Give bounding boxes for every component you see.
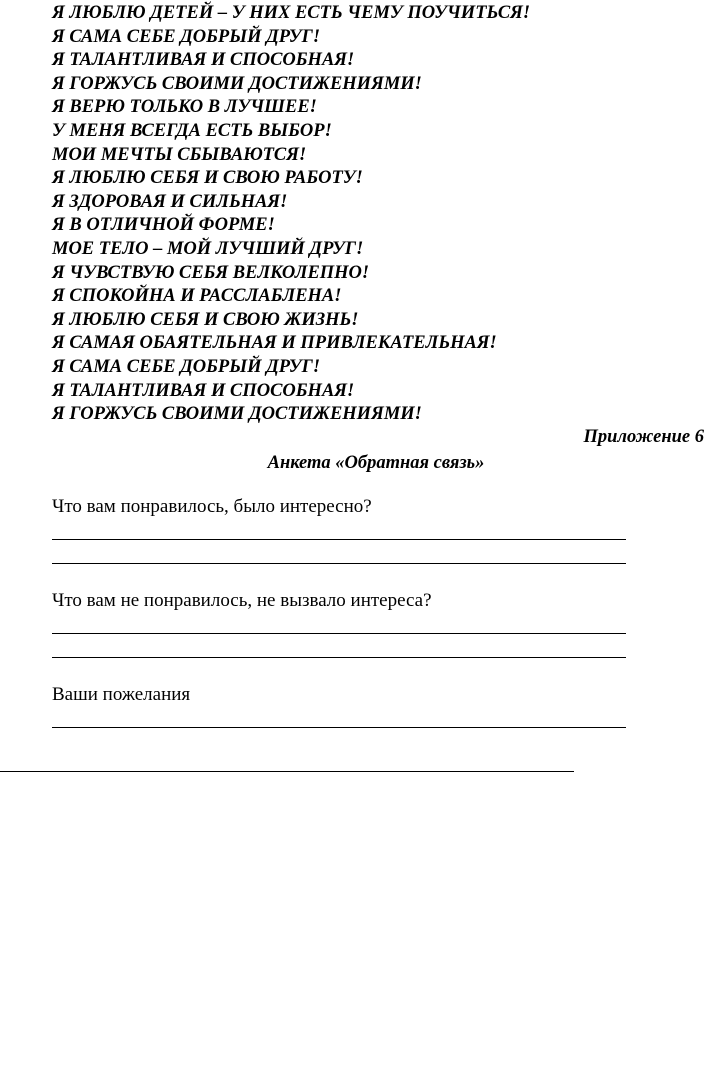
affirmations-list xyxy=(52,2,692,427)
answer-line[interactable] xyxy=(52,657,626,658)
affirmation-line: Я ВЕРЮ ТОЛЬКО В ЛУЧШЕЕ! xyxy=(52,97,317,118)
affirmation-line: Я ГОРЖУСЬ СВОИМИ ДОСТИЖЕНИЯМИ! xyxy=(52,404,422,425)
affirmation-line: Я ЛЮБЛЮ ДЕТЕЙ – У НИХ ЕСТЬ ЧЕМУ ПОУЧИТЬСЯ! xyxy=(52,3,531,23)
affirmation-line: Я ЗДОРОВАЯ И СИЛЬНАЯ! xyxy=(52,191,288,212)
answer-line[interactable] xyxy=(0,771,574,772)
survey-question-liked: Что вам понравилось, было интересно? xyxy=(52,496,372,517)
appendix-label: Приложение 6 xyxy=(583,427,704,447)
affirmation-line: МОЕ ТЕЛО – МОЙ ЛУЧШИЙ ДРУГ! xyxy=(52,238,364,259)
affirmation-line: Я САМА СЕБЕ ДОБРЫЙ ДРУГ! xyxy=(52,26,321,47)
affirmation-line: Я САМАЯ ОБАЯТЕЛЬНАЯ И ПРИВЛЕКАТЕЛЬНАЯ! xyxy=(52,333,497,354)
affirmation-line: МОИ МЕЧТЫ СБЫВАЮТСЯ! xyxy=(52,144,307,165)
answer-line[interactable] xyxy=(52,563,626,564)
affirmation-line: Я ТАЛАНТЛИВАЯ И СПОСОБНАЯ! xyxy=(52,50,355,71)
affirmation-line: Я ЧУВСТВУЮ СЕБЯ ВЕЛКОЛЕПНО! xyxy=(52,262,370,283)
survey-question-disliked: Что вам не понравилось, не вызвало интереса? xyxy=(52,590,432,611)
answer-line[interactable] xyxy=(52,633,626,634)
answer-line[interactable] xyxy=(52,727,626,728)
answer-line[interactable] xyxy=(52,539,626,540)
affirmation-line: У МЕНЯ ВСЕГДА ЕСТЬ ВЫБОР! xyxy=(52,120,332,141)
affirmation-line: Я ЛЮБЛЮ СЕБЯ И СВОЮ РАБОТУ! xyxy=(52,168,363,189)
affirmation-line: Я ТАЛАНТЛИВАЯ И СПОСОБНАЯ! xyxy=(52,380,355,401)
affirmation-line: Я СПОКОЙНА И РАССЛАБЛЕНА! xyxy=(52,286,342,307)
survey-question-wishes: Ваши пожелания xyxy=(52,684,191,705)
affirmation-line: Я САМА СЕБЕ ДОБРЫЙ ДРУГ! xyxy=(52,356,321,377)
affirmation-line: Я ГОРЖУСЬ СВОИМИ ДОСТИЖЕНИЯМИ! xyxy=(52,73,422,94)
affirmation-line: Я ЛЮБЛЮ СЕБЯ И СВОЮ ЖИЗНЬ! xyxy=(52,309,359,330)
survey-title: Анкета «Обратная связь» xyxy=(267,453,485,473)
affirmation-line: Я В ОТЛИЧНОЙ ФОРМЕ! xyxy=(52,215,275,236)
